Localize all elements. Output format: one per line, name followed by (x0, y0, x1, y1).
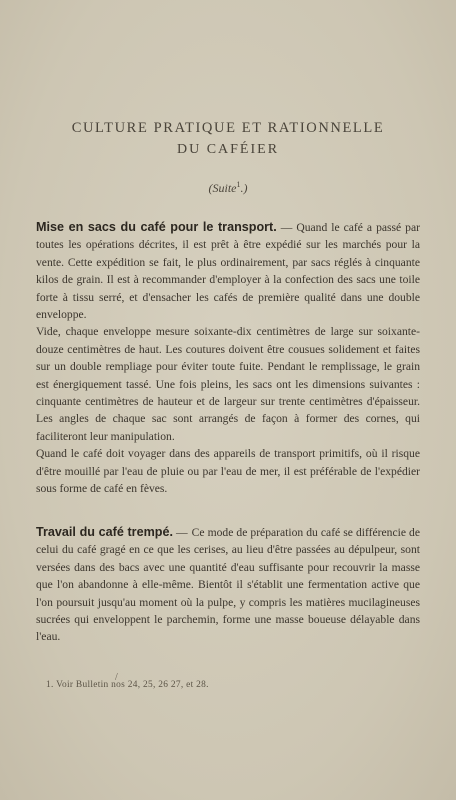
paragraph-text: Quand le café a passé par toutes les opérations décrites, il est prêt à être expédié sur les marchés pour la vente. Cette expédition se fait, le plus ordinairement, par sacs réglés à cinquante kilos de grain. Il est à recommander d'employer à la confection des sacs une toile forte à tissu serré, et d'ensacher les cafés de première qualité dans une double enveloppe. (36, 221, 420, 322)
section-cafe-trempe (36, 524, 420, 646)
section-heading: Travail du café trempé. (36, 525, 173, 539)
paragraph (36, 219, 420, 323)
em-dash: — (176, 526, 188, 539)
subtitle-text: (Suite (208, 181, 237, 195)
section-mise-en-sacs (36, 219, 420, 498)
stray-mark: / (115, 672, 118, 683)
paragraph: Vide, chaque enveloppe mesure soixante-dix centimètres de large sur soixante-douze centimètres de haut. Les coutures doivent être cousues solidement et faites sur un double rempliage pour éviter toute fuite. Pendant le remplissage, le grain est énergiquement tassé. Une fois pleins, les sacs ont les dimensions suivantes : cinquante centimètres de hauteur et de largeur sur trente centimètres d'épaisseur. Les angles de chaque sac sont arrangés de façon à former des cornes, qui faciliteront leur manipulation. (36, 325, 420, 443)
em-dash: — (280, 221, 293, 234)
paragraph: Quand le café doit voyager dans des appareils de transport primitifs, où il risque d'être mouillé par l'eau de pluie ou par l'eau de mer, il est préférable de l'expédier sous forme de café en fèves. (36, 447, 420, 496)
article-subtitle (0, 180, 456, 196)
footnote: 1. Voir Bulletin nos 24, 25, 26 27, et 28. (46, 680, 209, 690)
article-title-line2: DU CAFÉIER (176, 142, 280, 157)
subtitle-close: .) (240, 181, 248, 195)
footnote-mark: 1 (236, 180, 241, 189)
article-title: CULTURE PRATIQUE ET RATIONNELLE (71, 120, 385, 136)
paragraph-text: Ce mode de préparation du café se différencie de celui du café gragé en ce que les cerises, au lieu d'être passées au dépulpeur, sont versées dans des bacs avec une quantité d'eau suffisante pour recouvrir la masse que l'on abandonne à elle-même. Bientôt il s'établit une fermentation active que l'on poursuit jusqu'au moment où la pulpe, y compris les matières mucilagineuses sucrées qui enveloppent le parchemin, forme une masse boueuse délayable dans l'eau. (36, 526, 420, 644)
paragraph (36, 524, 420, 646)
section-heading: Mise en sacs du café pour le transport. (36, 220, 277, 234)
